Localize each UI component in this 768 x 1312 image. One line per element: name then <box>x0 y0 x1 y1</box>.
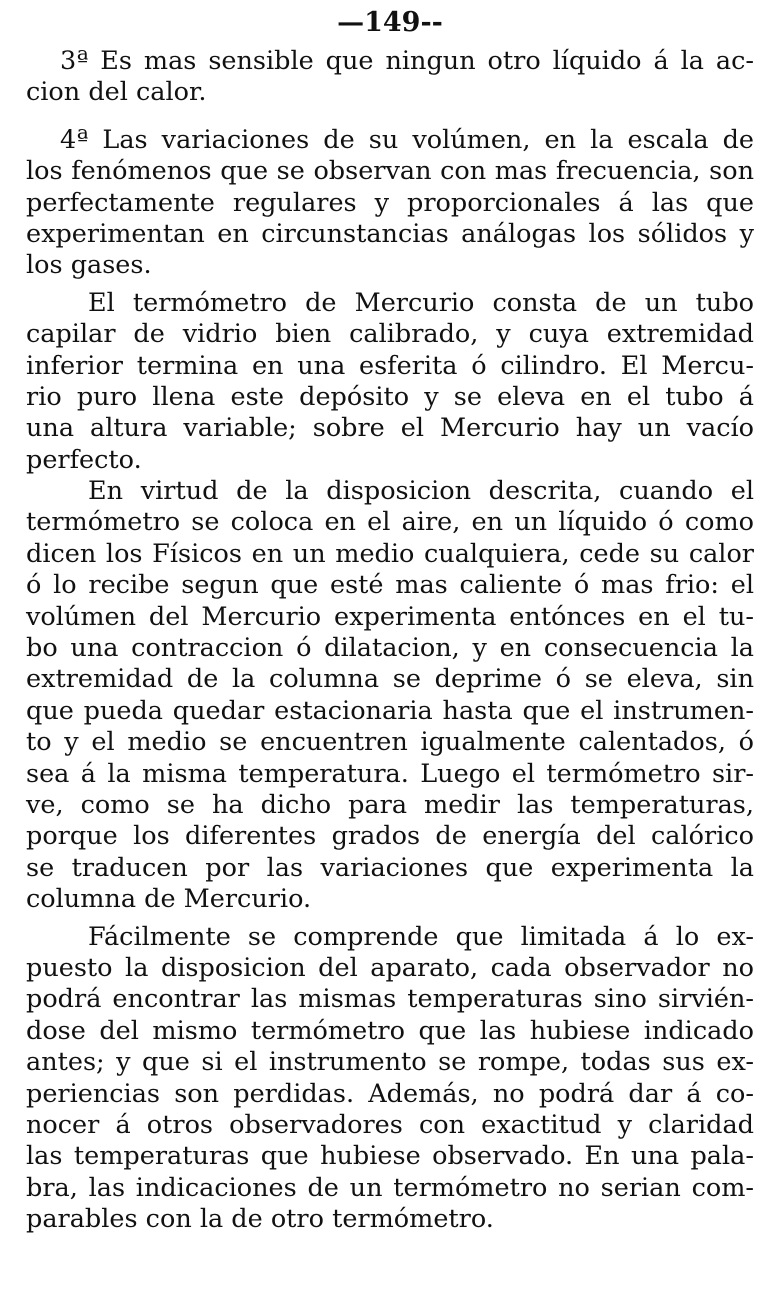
text-line: bo una contraccion ó dilatacion, y en consecuencia la <box>26 633 754 664</box>
text-line: bra, las indicaciones de un termómetro no serian com- <box>26 1172 754 1203</box>
text-line: experimentan en circunstancias análogas los sólidos y <box>26 218 754 249</box>
text-line: los gases. <box>26 250 152 281</box>
text-line: puesto la disposicion del aparato, cada observador no <box>26 952 754 983</box>
text-line: una altura variable; sobre el Mercurio hay un vacío <box>26 413 754 444</box>
text-line: sea á la misma temperatura. Luego el termómetro sir- <box>26 758 754 789</box>
numbered-item-3 <box>26 46 754 109</box>
paragraph <box>26 476 754 915</box>
text-line: dose del mismo termómetro que las hubiese indicado <box>26 1015 754 1046</box>
text-line: columna de Mercurio. <box>26 884 312 915</box>
text-line: volúmen del Mercurio experimenta entónces en el tu- <box>26 601 754 632</box>
text-line: parables con la de otro termómetro. <box>26 1204 494 1235</box>
text-line: cion del calor. <box>26 77 207 108</box>
text-line: En virtud de la disposicion descrita, cuando el <box>88 476 754 507</box>
text-line: se traducen por las variaciones que experimenta la <box>26 852 754 883</box>
text-line: to y el medio se encuentren igualmente calentados, ó <box>26 727 754 758</box>
text-line: extremidad de la columna se deprime ó se eleva, sin <box>26 664 754 695</box>
text-line: que pueda quedar estacionaria hasta que el instrumen- <box>26 695 754 726</box>
text-line: ve, como se ha dicho para medir las temperaturas, <box>26 789 754 820</box>
text-line: 4ª Las variaciones de su volúmen, en la escala de <box>60 124 754 155</box>
text-line: dicen los Físicos en un medio cualquiera, cede su calor <box>26 538 754 569</box>
text-line: nocer á otros observadores con exactitud y claridad <box>26 1109 754 1140</box>
text-line: periencias son perdidas. Además, no podrá dar á co- <box>26 1078 754 1109</box>
text-line: los fenómenos que se observan con mas frecuencia, son <box>26 156 754 187</box>
text-line: perfectamente regulares y proporcionales á las que <box>26 187 754 218</box>
text-line: ó lo recibe segun que esté mas caliente ó mas frio: el <box>26 570 754 601</box>
text-line: las temperaturas que hubiese observado. En una pala- <box>26 1141 754 1172</box>
text-line: porque los diferentes grados de energía del calórico <box>26 821 754 852</box>
page-number: —149-- <box>337 7 443 38</box>
text-line: inferior termina en una esferita ó cilindro. El Mercu- <box>26 350 754 381</box>
paragraph <box>26 288 754 476</box>
text-line: perfecto. <box>26 444 142 475</box>
text-line: 3ª Es mas sensible que ningun otro líquido á la ac- <box>60 46 754 76</box>
text-line: rio puro llena este depósito y se eleva en el tubo á <box>26 381 754 412</box>
text-line: termómetro se coloca en el aire, en un líquido ó como <box>26 507 754 538</box>
page-body <box>26 46 754 1235</box>
text-line: Fácilmente se comprende que limitada á lo ex- <box>88 921 754 952</box>
text-line: podrá encontrar las mismas temperaturas sino sirvién- <box>26 984 754 1015</box>
text-line: antes; y que si el instrumento se rompe, todas sus ex- <box>26 1047 754 1078</box>
text-line: El termómetro de Mercurio consta de un tubo <box>88 287 754 318</box>
text-line: capilar de vidrio bien calibrado, y cuya extremidad <box>26 319 754 350</box>
numbered-item-4 <box>26 125 754 282</box>
paragraph <box>26 922 754 1236</box>
